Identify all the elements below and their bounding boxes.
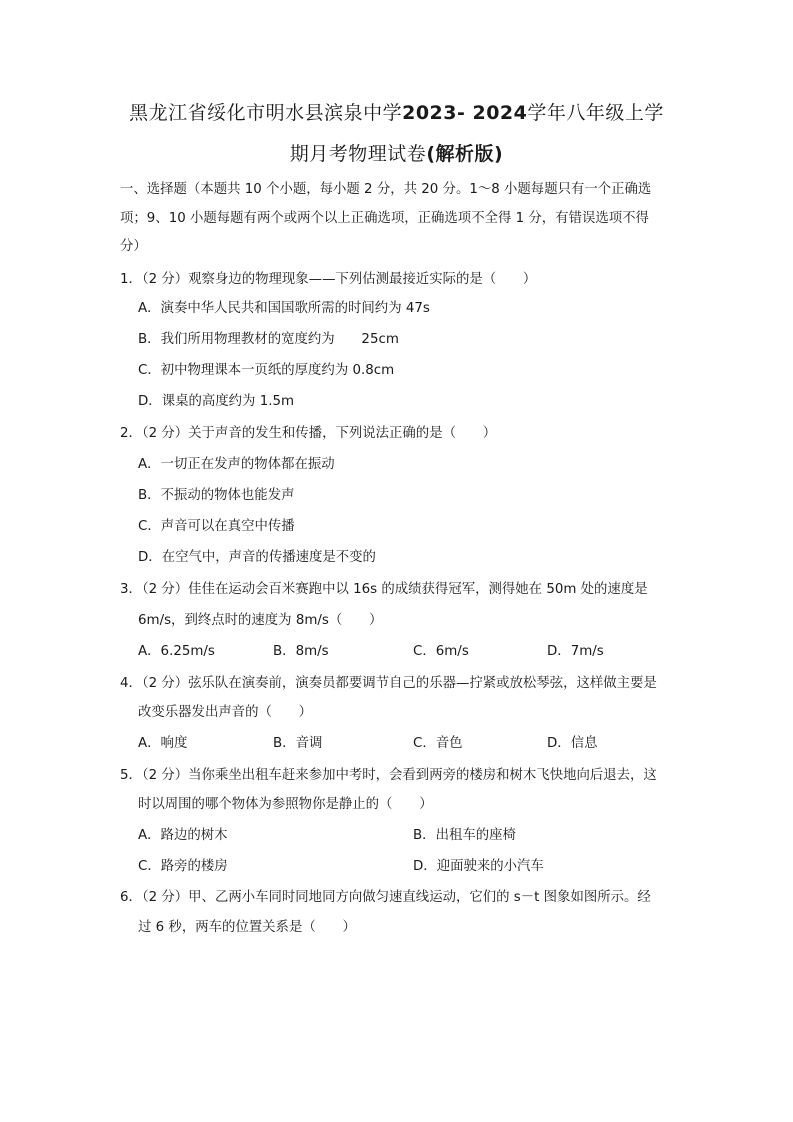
page-title-line-2: [100, 142, 693, 166]
question-3-option-a: A．6.25m/s: [138, 644, 215, 659]
question-3-stem-line-1: 3．（2 分）佳佳在运动会百米赛跑中以 16s 的成绩获得冠军，测得她在 50m 处的速度是: [120, 582, 648, 597]
page-title-line-1: [100, 101, 693, 125]
question-4-option-c: C．音色: [413, 736, 463, 751]
title-suffix: 学年八年级上学: [527, 102, 664, 124]
title-line2-prefix: 期月考物理试卷: [289, 143, 427, 165]
title-year: 2023- 2024: [402, 102, 528, 124]
question-5-option-c: C．路旁的楼房: [138, 859, 228, 874]
question-5-stem-line-1: 5．（2 分）当你乘坐出租车赶来参加中考时，会看到两旁的楼房和树木飞快地向后退去，这: [120, 768, 657, 783]
question-1-option-d: D．课桌的高度约为 1.5m: [138, 394, 295, 409]
question-3-option-c: C．6m/s: [413, 644, 469, 659]
question-1-option-c: C．初中物理课本一页纸的厚度约为 0.8cm: [138, 363, 395, 378]
question-2-option-c: C．声音可以在真空中传播: [138, 519, 295, 534]
question-2-stem: 2．（2 分）关于声音的发生和传播，下列说法正确的是（ ）: [120, 426, 497, 441]
title-prefix: 黑龙江省绥化市明水县滨泉中学: [129, 102, 403, 124]
question-1-option-b: B．我们所用物理教材的宽度约为 25cm: [138, 332, 399, 347]
question-4-option-b: B．音调: [273, 736, 323, 751]
question-4-stem-line-2: 改变乐器发出声音的（ ）: [138, 705, 313, 720]
question-3-option-d: D．7m/s: [547, 644, 604, 659]
section-heading-line-2: 项；9、10 小题每题有两个或两个以上正确选项，正确选项不全得 1 分，有错误选项不得: [120, 211, 649, 226]
question-5-option-b: B．出租车的座椅: [413, 828, 516, 843]
question-3-stem-line-2: 6m/s，到终点时的速度为 8m/s（ ）: [138, 613, 383, 628]
question-6-stem-line-2: 过 6 秒，两车的位置关系是（ ）: [138, 920, 356, 935]
question-1-option-a: A．演奏中华人民共和国国歌所需的时间约为 47s: [138, 301, 430, 316]
question-4-option-a: A．响度: [138, 736, 188, 751]
question-4-stem-line-1: 4．（2 分）弦乐队在演奏前，演奏员都要调节自己的乐器—拧紧或放松琴弦，这样做主要是: [120, 676, 657, 691]
question-3-option-b: B．8m/s: [273, 644, 329, 659]
question-5-option-a: A．路边的树木: [138, 828, 228, 843]
question-6-stem-line-1: 6．（2 分）甲、乙两小车同时同地同方向做匀速直线运动，它们的 s－t 图象如图所示。经: [120, 890, 651, 905]
title-line2-bold: (解析版): [426, 143, 504, 165]
question-5-stem-line-2: 时以周围的哪个物体为参照物你是静止的（ ）: [138, 797, 433, 812]
section-heading-line-3: 分）: [120, 239, 147, 254]
question-2-option-d: D．在空气中，声音的传播速度是不变的: [138, 550, 376, 565]
question-2-option-b: B．不振动的物体也能发声: [138, 488, 295, 503]
question-5-option-d: D．迎面驶来的小汽车: [413, 859, 544, 874]
question-1-stem: 1．（2 分）观察身边的物理现象——下列估测最接近实际的是（ ）: [120, 272, 537, 287]
question-4-option-d: D．信息: [547, 736, 598, 751]
question-2-option-a: A．一切正在发声的物体都在振动: [138, 457, 335, 472]
section-heading-line-1: 一、选择题（本题共 10 个小题，每小题 2 分，共 20 分。1～8 小题每题只有一个正确选: [120, 182, 652, 197]
